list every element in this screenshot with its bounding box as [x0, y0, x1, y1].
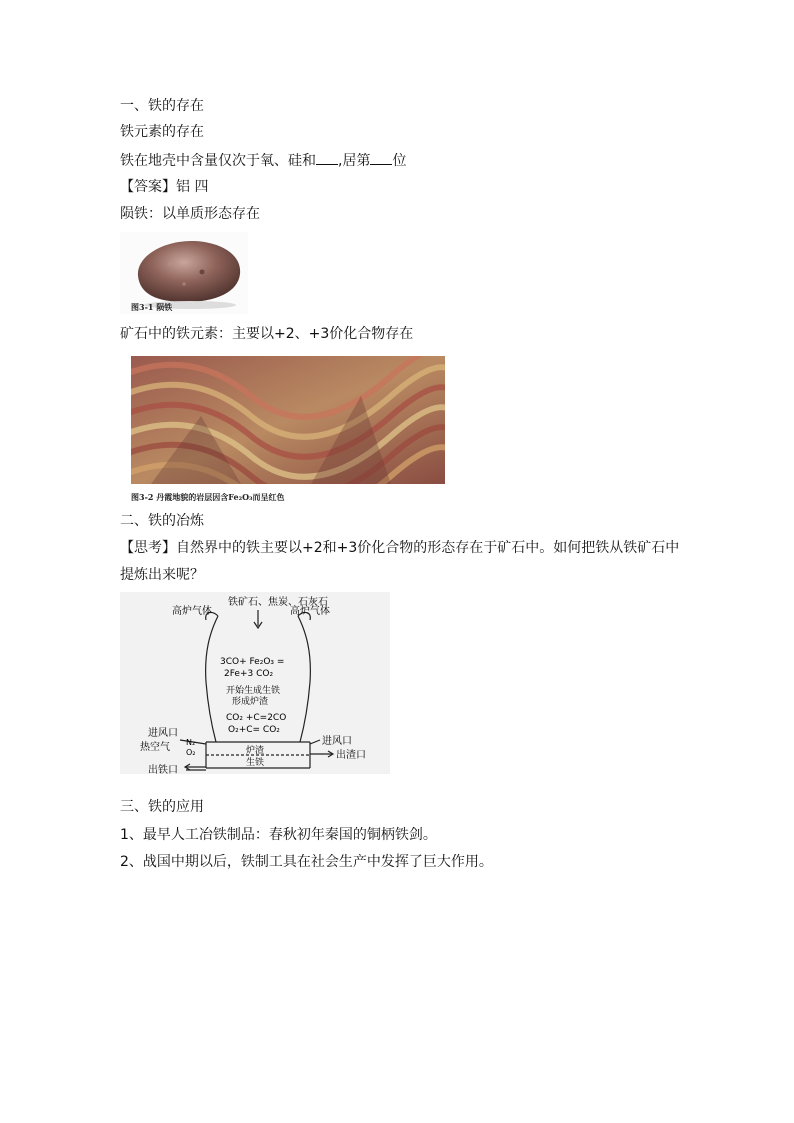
- application-item-2: 2、战国中期以后，铁制工具在社会生产中发挥了巨大作用。: [120, 854, 493, 870]
- furnace-inlet-left: 进风口: [148, 728, 178, 739]
- section1-subheading: 铁元素的存在: [120, 124, 204, 140]
- section1-heading: 一、铁的存在: [120, 98, 204, 114]
- furnace-eq1a: 3CO+ Fe₂O₃ =: [220, 657, 285, 667]
- question-part2: ,居第: [338, 153, 371, 169]
- meteorite-line: 陨铁：以单质形态存在: [120, 206, 260, 222]
- danxia-landform-image: [131, 356, 445, 484]
- furnace-left-gas: 高炉气体: [172, 606, 212, 617]
- ore-line: 矿石中的铁元素：主要以+2、+3价化合物存在: [120, 326, 414, 342]
- answer-line: 【答案】铝 四: [120, 179, 209, 195]
- furnace-eq3: O₂+C= CO₂: [228, 725, 280, 735]
- furnace-eq1b: 2Fe+3 CO₂: [224, 669, 274, 679]
- question-part1: 铁在地壳中含量仅次于氧、硅和: [120, 153, 316, 169]
- furnace-slag-out: 出渣口: [336, 750, 366, 761]
- furnace-pig-iron: 生铁: [246, 758, 265, 768]
- blank-1: [316, 150, 338, 165]
- furnace-inlet-right: 进风口: [322, 736, 352, 747]
- blast-furnace-diagram: [120, 592, 390, 774]
- application-item-1: 1、最早人工冶铁制品：春秋初年秦国的铜柄铁剑。: [120, 827, 437, 843]
- think-line-2: 提炼出来呢？: [120, 567, 204, 583]
- blank-2: [370, 150, 392, 165]
- figure-2-caption: 图3-2 丹霞地貌的岩层因含Fe₂O₃而呈红色: [131, 492, 285, 502]
- section2-heading: 二、铁的冶炼: [120, 513, 204, 529]
- furnace-eq2: CO₂ +C=2CO: [226, 713, 287, 723]
- furnace-text1: 开始生成生铁: [226, 686, 281, 696]
- furnace-right-gas: 高炉气体: [290, 606, 330, 617]
- furnace-top-label: 铁矿石、焦炭、石灰石: [228, 597, 328, 608]
- furnace-text2: 形成炉渣: [232, 697, 269, 707]
- furnace-hot-air: 热空气: [140, 742, 170, 753]
- section3-heading: 三、铁的应用: [120, 799, 204, 815]
- furnace-o2: O₂: [186, 748, 196, 757]
- furnace-iron-out: 出铁口: [148, 765, 178, 774]
- question-part3: 位: [392, 153, 407, 169]
- figure-1-caption: 图3-1 陨铁: [131, 302, 173, 312]
- furnace-slag: 炉渣: [246, 746, 265, 756]
- fill-question: [120, 150, 406, 171]
- think-line-1: 【思考】自然界中的铁主要以+2和+3价化合物的形态存在于矿石中。如何把铁从铁矿石中: [120, 540, 680, 556]
- furnace-n2: N₂: [186, 738, 196, 747]
